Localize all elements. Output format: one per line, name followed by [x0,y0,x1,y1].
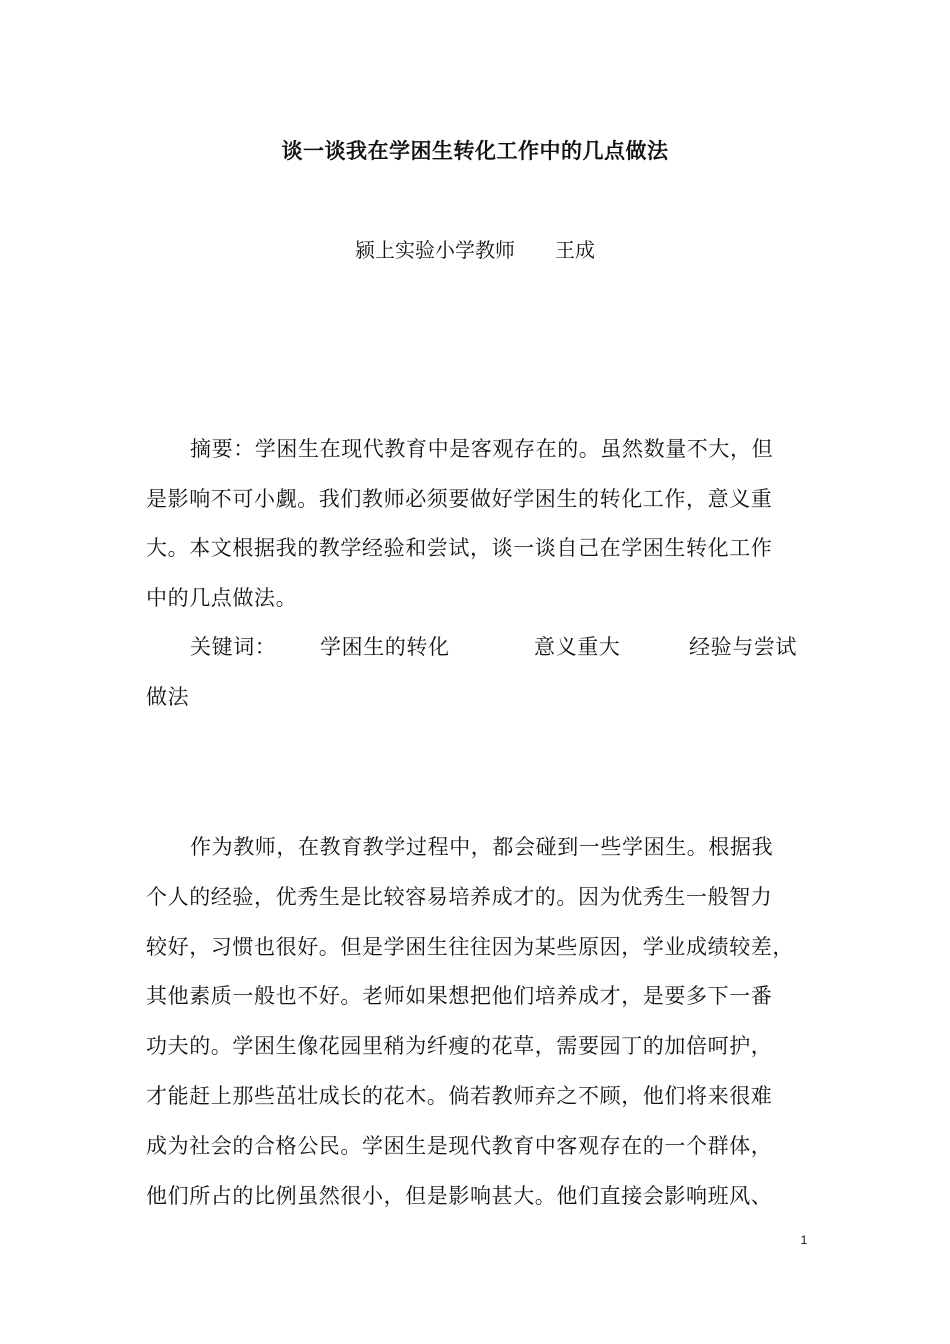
body-line: 作为教师，在教育教学过程中，都会碰到一些学困生。根据我 [190,835,774,859]
keyword-item: 学困生的转化 [320,635,450,659]
abstract-line: 中的几点做法。 [146,585,298,610]
keyword-item: 意义重大 [534,635,621,659]
body-line: 较好，习惯也很好。但是学困生往往因为某些原因，学业成绩较差， [146,934,794,959]
abstract-line: 摘要：学困生在现代教育中是客观存在的。虽然数量不大，但 [190,437,774,461]
body-line: 功夫的。学困生像花园里稍为纤瘦的花草，需要园丁的加倍呵护， [146,1034,773,1059]
abstract-section [146,425,826,722]
keyword-item: 做法 [146,684,190,709]
body-line: 个人的经验，优秀生是比较容易培养成才的。因为优秀生一般智力 [146,884,773,909]
abstract-line: 大。本文根据我的教学经验和尝试，谈一谈自己在学困生转化工作 [146,536,773,560]
body-paragraph [146,823,826,1221]
body-line: 他们所占的比例虽然很小，但是影响甚大。他们直接会影响班风、 [146,1183,773,1208]
keyword-item: 经验与尝试 [689,635,797,659]
author-name: 王成 [555,238,595,262]
body-line: 其他素质一般也不好。老师如果想把他们培养成才，是要多下一番 [146,984,773,1009]
keywords-row [146,623,826,673]
body-line: 成为社会的合格公民。学困生是现代教育中客观存在的一个群体， [146,1133,773,1158]
author-line [0,236,950,264]
page-number: 1 [800,1233,808,1247]
body-line: 才能赶上那些茁壮成长的花木。倘若教师弃之不顾，他们将来很难 [146,1083,773,1108]
keywords-label: 关键词： [190,635,277,659]
abstract-line: 是影响不可小觑。我们教师必须要做好学困生的转化工作，意义重 [146,486,773,511]
author-affiliation: 颍上实验小学教师 [355,238,515,262]
document-title: 谈一谈我在学困生转化工作中的几点做法 [281,139,669,163]
